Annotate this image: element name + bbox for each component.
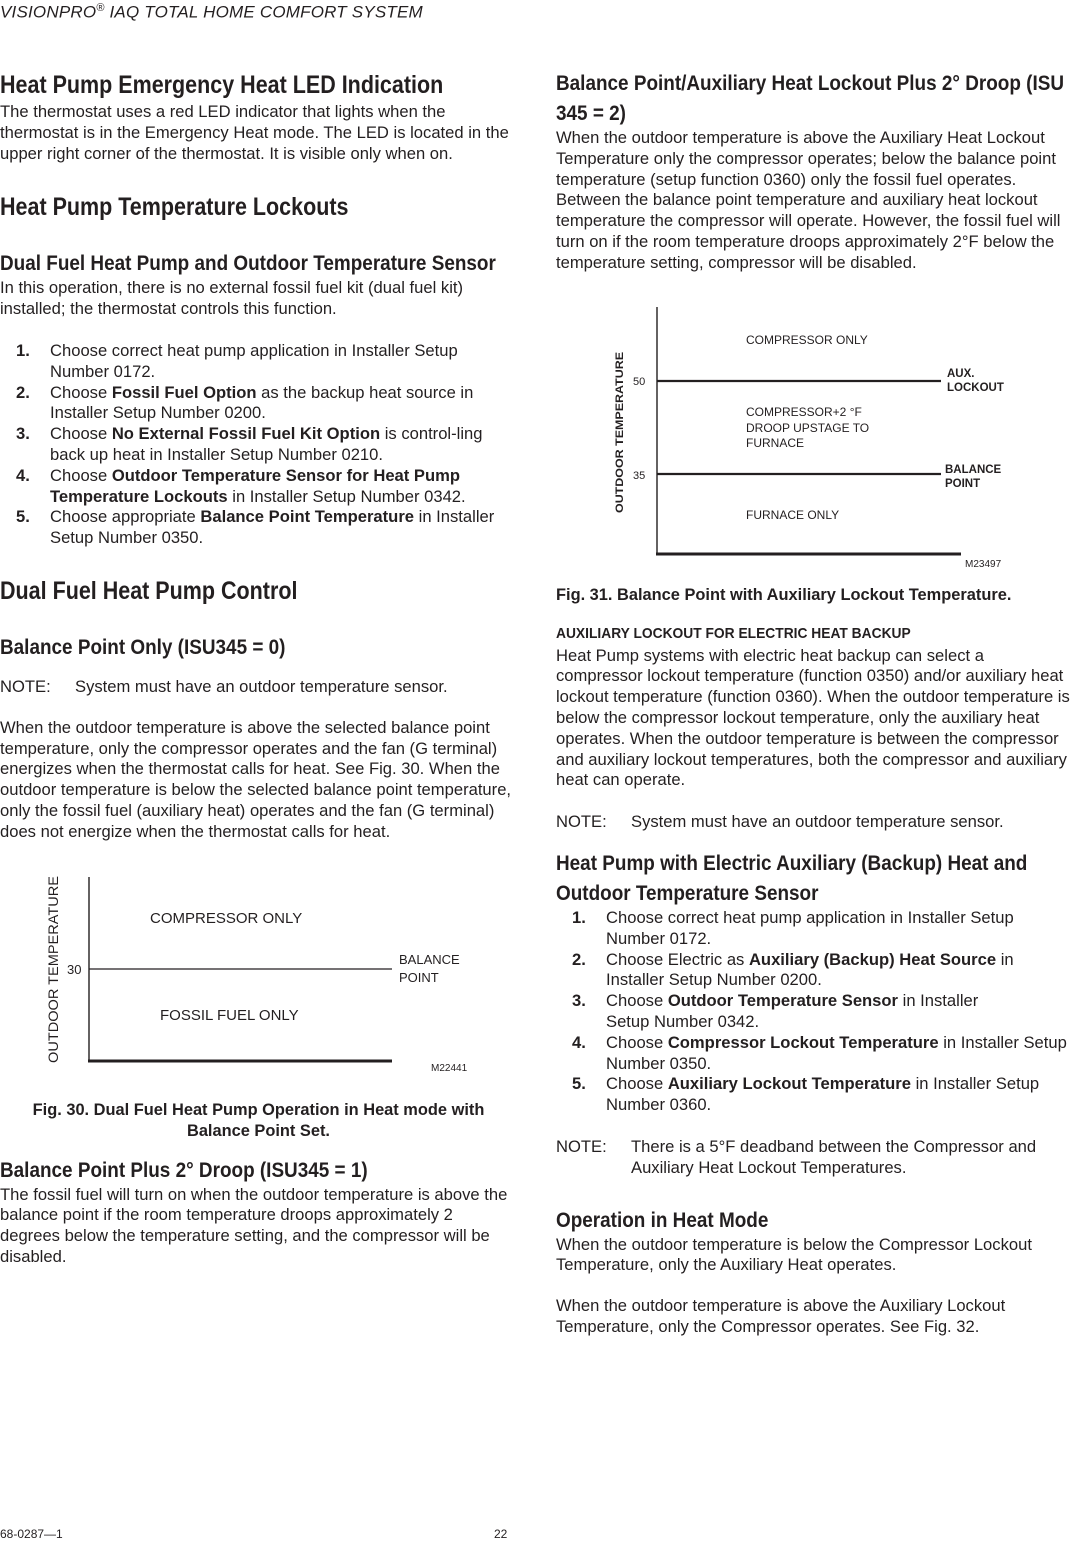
- figure-31: [556, 307, 1072, 587]
- tick-label: 30: [67, 961, 82, 977]
- list-item: 3. Choose No External Fossil Fuel Kit Option is control-ling back up heat in Installer Setup Number 0210.: [16, 424, 483, 464]
- figure-30: [0, 875, 517, 1105]
- region-label: FURNACE ONLY: [746, 507, 840, 522]
- paragraph-dual-fuel: In this operation, there is no external fossil fuel kit (dual fuel kit) installed; the thermostat controls this function.: [0, 278, 464, 319]
- left-column: [0, 68, 517, 1268]
- region-label: COMPRESSOR ONLY: [746, 332, 868, 347]
- region-label: FOSSIL FUEL ONLY: [160, 1006, 299, 1024]
- list-item: 4. Choose Outdoor Temperature Sensor for Heat Pump Temperature Lockouts in Installer Setup Number 0342.: [16, 465, 466, 506]
- list-item: 3. Choose Outdoor Temperature Sensor in Installer Setup Number 0342.: [572, 991, 979, 1031]
- heading-electric-aux-sensor: Heat Pump with Electric Auxiliary (Backup) Heat and Outdoor Temperature Sensor: [556, 850, 1028, 905]
- y-axis-label: OUTDOOR TEMPERATURE: [46, 889, 61, 1063]
- line-label: AUX.: [947, 367, 975, 380]
- figure-31-caption: Fig. 31. Balance Point with Auxiliary Lockout Temperature.: [556, 585, 1012, 604]
- list-item: 5. Choose appropriate Balance Point Temperature in Installer Setup Number 0350.: [16, 507, 495, 548]
- tick-label: 50: [633, 375, 646, 388]
- running-header: VISIONPRO® IAQ TOTAL HOME COMFORT SYSTEM: [0, 2, 423, 22]
- y-axis-label: OUTDOOR TEMPERATURE: [614, 370, 626, 513]
- line-label: BALANCE: [399, 951, 460, 967]
- figure-code: M23497: [965, 558, 1002, 570]
- electric-aux-steps: [556, 908, 1072, 1116]
- region-label: COMPRESSOR+2 °F: [746, 404, 862, 419]
- list-item: 4. Choose Compressor Lockout Temperature in Installer Setup Number 0350.: [572, 1032, 1067, 1073]
- heading-dual-fuel-sensor: Dual Fuel Heat Pump and Outdoor Temperature Sensor: [0, 251, 496, 276]
- paragraph-balance-point-only: When the outdoor temperature is above the selected balance point temperature, only the compressor operates and the fan (G terminal) energizes when the thermostat calls for heat. See Fig. 30. When the outdoor temperature is below the selected balance point temperature, only the fossil fuel (auxiliary heat) operates and the fan (G terminal) does not energize when the thermostat calls for heat.: [0, 717, 512, 841]
- paragraph-balance-point-droop: The fossil fuel will turn on when the outdoor temperature is above the balance point if the room temperature droops approximately 2 degrees below the temperature setting, and the compressor will be disabled.: [0, 1184, 508, 1266]
- dual-fuel-steps: [0, 341, 517, 549]
- paragraph-aux-lockout-electric: Heat Pump systems with electric heat backup can select a compressor lockout temperature (function 0350) and/or auxiliary heat lockout temperature (function 0360). When the outdoor temperature is below the compressor lockout temperature, only the auxiliary heat operates. When the outdoor temperature is between the compressor and auxiliary lockout temperatures, both the compressor and auxiliary heat can operate.: [556, 645, 1070, 790]
- heading-emergency-heat-led: Heat Pump Emergency Heat LED Indication: [0, 71, 444, 99]
- list-item: 2. Choose Electric as Auxiliary (Backup) Heat Source in Installer Setup Number 0200.: [572, 949, 1014, 990]
- note: NOTE: System must have an outdoor temperature sensor.: [0, 676, 448, 696]
- paragraph-aux-lockout-droop: When the outdoor temperature is above the Auxiliary Heat Lockout Temperature only the compressor operates; below the balance point temperature (setup function 0360) only the fossil fuel operates. Between the balance point temperature and auxiliary heat lockout temperature the compressor will operate. However, the fossil fuel will turn on if the room temperature droops approximately 2°F below the temperature setting, compressor will be disabled.: [556, 128, 1061, 272]
- line-label: LOCKOUT: [947, 381, 1004, 394]
- list-item: 1. Choose correct heat pump application in Installer Setup Number 0172.: [572, 907, 1014, 948]
- heading-aux-lockout-electric: AUXILIARY LOCKOUT FOR ELECTRIC HEAT BACKUP: [556, 624, 911, 642]
- note-deadband: NOTE: There is a 5°F deadband between the Compressor and Auxiliary Heat Lockout Temperatures.: [556, 1136, 1037, 1177]
- footer-page-number: 22: [494, 1527, 508, 1541]
- heading-balance-point-only: Balance Point Only (ISU345 = 0): [0, 634, 286, 659]
- note: NOTE: System must have an outdoor temperature sensor.: [556, 812, 1004, 832]
- paragraph-heat-mode-2: When the outdoor temperature is above the Auxiliary Lockout Temperature, only the Compressor operates. See Fig. 32.: [556, 1296, 1006, 1336]
- paragraph-led: The thermostat uses a red LED indicator that lights when the thermostat is in the Emergency Heat mode. The LED is located in the upper right corner of the thermostat. It is visible only when on.: [0, 102, 509, 163]
- list-item: 5. Choose Auxiliary Lockout Temperature in Installer Setup Number 0360.: [572, 1074, 1040, 1115]
- figure-30-diagram: [0, 875, 517, 1105]
- region-label: COMPRESSOR ONLY: [150, 909, 303, 927]
- list-item: 2. Choose Fossil Fuel Option as the backup heat source in Installer Setup Number 0200.: [16, 382, 474, 423]
- region-label: FURNACE: [746, 435, 805, 450]
- heading-temperature-lockouts: Heat Pump Temperature Lockouts: [0, 193, 349, 222]
- heading-balance-point-droop: Balance Point Plus 2° Droop (ISU345 = 1): [0, 1157, 368, 1182]
- figure-30-caption: Fig. 30. Dual Fuel Heat Pump Operation in Heat mode with Balance Point Set.: [32, 1100, 485, 1140]
- figure-31-diagram: [556, 307, 1072, 587]
- line-label: BALANCE: [945, 463, 1002, 476]
- figure-code: M22441: [431, 1062, 468, 1074]
- line-label: POINT: [945, 477, 981, 490]
- heading-heat-mode: Operation in Heat Mode: [556, 1207, 769, 1232]
- heading-aux-lockout-droop: Balance Point/Auxiliary Heat Lockout Plus 2° Droop (ISU 345 = 2): [556, 71, 1065, 125]
- right-column: [556, 68, 1072, 1338]
- footer-doc-number: 68-0287—1: [0, 1527, 63, 1541]
- paragraph-heat-mode-1: When the outdoor temperature is below the Compressor Lockout Temperature, only the Auxiliary Heat operates.: [556, 1234, 1032, 1275]
- heading-dual-fuel-control: Dual Fuel Heat Pump Control: [0, 576, 298, 605]
- line-label: POINT: [399, 969, 439, 985]
- list-item: 1. Choose correct heat pump application in Installer Setup Number 0172.: [16, 340, 458, 381]
- tick-label: 35: [633, 469, 646, 482]
- region-label: DROOP UPSTAGE TO: [746, 420, 870, 435]
